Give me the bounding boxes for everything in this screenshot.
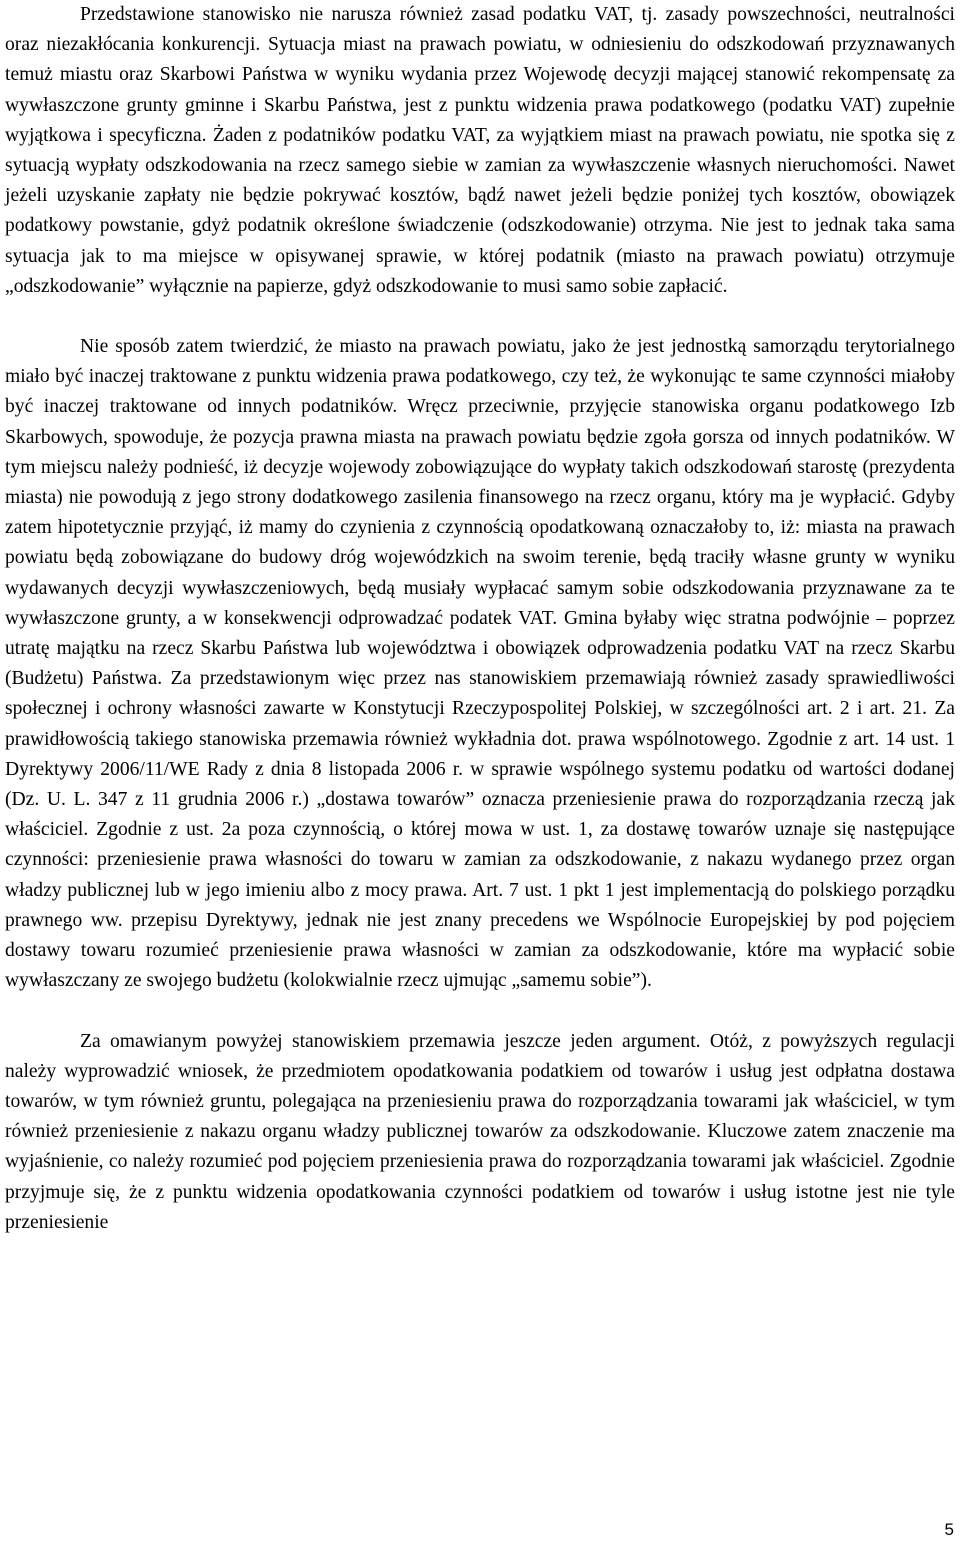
- page-number: 5: [944, 1520, 954, 1539]
- paragraph-municipality-position: Nie sposób zatem twierdzić, że miasto na prawach powiatu, jako że jest jednostką samorządu terytorialnego miało być inaczej traktowane z punktu widzenia prawa podatkowego, czy też, że wykonując te same czynności miałoby być inaczej traktowane od innych podatników. Wręcz przeciwnie, przyjęcie stanowiska organu podatkowego Izb Skarbowych, spowoduje, że pozycja prawna miasta na prawach powiatu będzie zgoła gorsza od innych podatników. W tym miejscu należy podnieść, iż decyzje wojewody zobowiązujące do wypłaty takich odszkodowań starostę (prezydenta miasta) nie powodują z jego strony dodatkowego zasilenia finansowego na rzecz organu, który ma je wypłacić. Gdyby zatem hipotetycznie przyjąć, iż mamy do czynienia z czynnością opodatkowaną oznaczałoby to, iż: miasta na prawach powiatu będą zobowiązane do budowy dróg wojewódzkich na swoim terenie, będą traciły własne grunty w wyniku wydawanych decyzji wywłaszczeniowych, będą musiały wypłacać samym sobie odszkodowania przyznawane za te wywłaszczone grunty, a w konsekwencji odprowadzać podatek VAT. Gmina byłaby więc stratna podwójnie – poprzez utratę majątku na rzecz Skarbu Państwa lub województwa i obowiązek odprowadzenia podatku VAT na rzecz Skarbu (Budżetu) Państwa. Za przedstawionym więc przez nas stanowiskiem przemawiają również zasady sprawiedliwości społecznej i ochrony własności zawarte w Konstytucji Rzeczypospolitej Polskiej, w szczególności art. 2 i art. 21. Za prawidłowością takiego stanowiska przemawia również wykładnia dot. prawa wspólnotowego. Zgodnie z art. 14 ust. 1 Dyrektywy 2006/11/WE Rady z dnia 8 listopada 2006 r. w sprawie wspólnego systemu podatku od wartości dodanej (Dz. U. L. 347 z 11 grudnia 2006 r.) „dostawa towarów” oznacza przeniesienie prawa do rozporządzania rzeczą jak właściciel. Zgodnie z ust. 2a poza czynnością, o której mowa w ust. 1, za dostawę towarów uznaje się następujące czynności: przeniesienie prawa własności do towaru w zamian za odszkodowanie, z nakazu wydanego przez organ władzy publicznej lub w jego imieniu albo z mocy prawa. Art. 7 ust. 1 pkt 1 jest implementacją do polskiego porządku prawnego ww. przepisu Dyrektywy, jednak nie jest znany precedens we Wspólnocie Europejskiej by pod pojęciem dostawy towaru rozumieć przeniesienie prawa własności w zamian za odszkodowanie, które ma wypłacić sobie wywłaszczany ze swojego budżetu (kolokwialnie rzecz ujmując „samemu sobie”).: [5, 336, 955, 992]
- paragraph-vat-principles: Przedstawione stanowisko nie narusza również zasad podatku VAT, tj. zasady powszechności, neutralności oraz niezakłócania konkurencji. Sytuacja miast na prawach powiatu, w odniesieniu do odszkodowań przyznawanych temuż miastu oraz Skarbowi Państwa w wyniku wydania przez Wojewodę decyzji mającej stanowić rekompensatę za wywłaszczone grunty gminne i Skarbu Państwa, jest z punktu widzenia prawa podatkowego (podatku VAT) zupełnie wyjątkowa i specyficzna. Żaden z podatników podatku VAT, za wyjątkiem miast na prawach powiatu, nie spotka się z sytuacją wypłaty odszkodowania na rzecz samego siebie w zamian za wywłaszczenie własnych nieruchomości. Nawet jeżeli uzyskanie zapłaty nie będzie pokrywać kosztów, bądź nawet jeżeli będzie poniżej tych kosztów, obowiązek podatkowy powstanie, gdyż podatnik określone świadczenie (odszkodowanie) otrzyma. Nie jest to jednak taka sama sytuacja jak to ma miejsce w opisywanej sprawie, w której podatnik (miasto na prawach powiatu) otrzymuje „odszkodowanie” wyłącznie na papierze, gdyż odszkodowanie to musi samo sobie zapłacić.: [5, 4, 955, 297]
- paragraph-additional-argument: Za omawianym powyżej stanowiskiem przemawia jeszcze jeden argument. Otóż, z powyższych regulacji należy wyprowadzić wniosek, że przedmiotem opodatkowania podatkiem od towarów i usług jest odpłatna dostawa towarów, w tym również gruntu, polegająca na przeniesieniu prawa do rozporządzania towarami jak właściciel, w tym również przeniesienie z nakazu organu władzy publicznej towarów za odszkodowanie. Kluczowe zatem znaczenie ma wyjaśnienie, co należy rozumieć pod pojęciem przeniesienia prawa do rozporządzania towarami jak właściciel. Zgodnie przyjmuje się, że z punktu widzenia opodatkowania czynności podatkiem od towarów i usług istotne jest nie tyle przeniesienie: [5, 1030, 955, 1233]
- document-page: [5, 0, 955, 1238]
